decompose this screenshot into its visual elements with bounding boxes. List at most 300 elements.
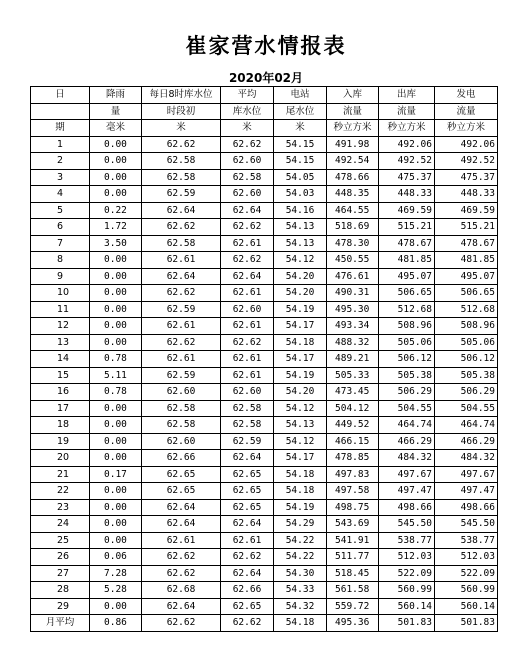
avg-level-cell: 62.66 [221, 582, 274, 599]
start-level-cell: 62.58 [142, 169, 221, 186]
generation-flow-cell: 497.47 [435, 483, 498, 500]
avg-level-cell: 62.65 [221, 483, 274, 500]
header-cell: 日 [31, 87, 90, 104]
generation-flow-cell: 498.66 [435, 499, 498, 516]
inflow-cell: 464.55 [327, 202, 379, 219]
table-row [31, 400, 498, 417]
tailwater-cell: 54.17 [274, 351, 327, 368]
inflow-cell: 478.66 [327, 169, 379, 186]
generation-flow-cell: 475.37 [435, 169, 498, 186]
inflow-cell: 511.77 [327, 549, 379, 566]
report-month: 2020年02月 [228, 71, 304, 85]
header-cell: 毫米 [90, 120, 142, 137]
generation-flow-cell: 522.09 [435, 565, 498, 582]
day-cell: 14 [31, 351, 90, 368]
start-level-cell: 62.64 [142, 202, 221, 219]
start-level-cell: 62.58 [142, 417, 221, 434]
day-cell: 11 [31, 301, 90, 318]
tailwater-cell: 54.15 [274, 136, 327, 153]
table-row [31, 169, 498, 186]
avg-level-cell: 62.58 [221, 400, 274, 417]
day-cell: 22 [31, 483, 90, 500]
outflow-cell: 481.85 [379, 252, 435, 269]
tailwater-cell: 54.19 [274, 301, 327, 318]
rainfall-cell: 0.00 [90, 153, 142, 170]
inflow-cell: 491.98 [327, 136, 379, 153]
start-level-cell: 62.61 [142, 252, 221, 269]
tailwater-cell: 54.22 [274, 532, 327, 549]
table-row [31, 433, 498, 450]
hydrology-table [30, 86, 498, 632]
inflow-cell: 495.36 [327, 615, 379, 632]
header-cell: 尾水位 [274, 103, 327, 120]
day-cell: 19 [31, 433, 90, 450]
outflow-cell: 506.12 [379, 351, 435, 368]
generation-flow-cell: 512.03 [435, 549, 498, 566]
table-row [31, 235, 498, 252]
outflow-cell: 505.06 [379, 334, 435, 351]
avg-level-cell: 62.62 [221, 615, 274, 632]
start-level-cell: 62.59 [142, 367, 221, 384]
avg-level-cell: 62.65 [221, 466, 274, 483]
day-cell: 18 [31, 417, 90, 434]
generation-flow-cell: 501.83 [435, 615, 498, 632]
header-cell: 流量 [435, 103, 498, 120]
generation-flow-cell: 560.14 [435, 598, 498, 615]
outflow-cell: 498.66 [379, 499, 435, 516]
inflow-cell: 492.54 [327, 153, 379, 170]
rainfall-cell: 0.86 [90, 615, 142, 632]
avg-level-cell: 62.62 [221, 334, 274, 351]
tailwater-cell: 54.12 [274, 400, 327, 417]
start-level-cell: 62.58 [142, 235, 221, 252]
day-cell: 13 [31, 334, 90, 351]
generation-flow-cell: 506.29 [435, 384, 498, 401]
generation-flow-cell: 505.38 [435, 367, 498, 384]
day-cell: 8 [31, 252, 90, 269]
avg-level-cell: 62.62 [221, 136, 274, 153]
rainfall-cell: 3.50 [90, 235, 142, 252]
outflow-cell: 506.65 [379, 285, 435, 302]
inflow-cell: 449.52 [327, 417, 379, 434]
rainfall-cell: 0.78 [90, 384, 142, 401]
tailwater-cell: 54.19 [274, 367, 327, 384]
outflow-cell: 469.59 [379, 202, 435, 219]
tailwater-cell: 54.16 [274, 202, 327, 219]
generation-flow-cell: 560.99 [435, 582, 498, 599]
start-level-cell: 62.60 [142, 433, 221, 450]
table-row [31, 351, 498, 368]
header-cell: 发电 [435, 87, 498, 104]
rainfall-cell: 0.00 [90, 417, 142, 434]
header-row-2 [31, 103, 498, 120]
generation-flow-cell: 538.77 [435, 532, 498, 549]
report-title: 崔家营水情报表 [185, 33, 347, 58]
day-cell: 24 [31, 516, 90, 533]
start-level-cell: 62.62 [142, 615, 221, 632]
inflow-cell: 497.83 [327, 466, 379, 483]
header-cell: 秒立方米 [379, 120, 435, 137]
table-row [31, 268, 498, 285]
header-cell: 流量 [379, 103, 435, 120]
avg-level-cell: 62.65 [221, 499, 274, 516]
tailwater-cell: 54.33 [274, 582, 327, 599]
outflow-cell: 448.33 [379, 186, 435, 203]
start-level-cell: 62.64 [142, 268, 221, 285]
inflow-cell: 541.91 [327, 532, 379, 549]
header-cell: 每日8时库水位 [142, 87, 221, 104]
avg-level-cell: 62.64 [221, 202, 274, 219]
generation-flow-cell: 506.12 [435, 351, 498, 368]
table-row [31, 516, 498, 533]
header-cell: 出库 [379, 87, 435, 104]
rainfall-cell: 0.00 [90, 598, 142, 615]
avg-level-cell: 62.60 [221, 186, 274, 203]
outflow-cell: 545.50 [379, 516, 435, 533]
table-row [31, 549, 498, 566]
table-row [31, 466, 498, 483]
table-row [31, 384, 498, 401]
tailwater-cell: 54.18 [274, 334, 327, 351]
day-cell: 29 [31, 598, 90, 615]
avg-level-cell: 62.61 [221, 235, 274, 252]
start-level-cell: 62.64 [142, 516, 221, 533]
generation-flow-cell: 464.74 [435, 417, 498, 434]
outflow-cell: 497.47 [379, 483, 435, 500]
tailwater-cell: 54.17 [274, 450, 327, 467]
tailwater-cell: 54.17 [274, 318, 327, 335]
start-level-cell: 62.64 [142, 499, 221, 516]
tailwater-cell: 54.20 [274, 285, 327, 302]
monthly-average-row [31, 615, 498, 632]
rainfall-cell: 0.00 [90, 186, 142, 203]
header-cell: 流量 [327, 103, 379, 120]
tailwater-cell: 54.20 [274, 384, 327, 401]
inflow-cell: 543.69 [327, 516, 379, 533]
avg-level-cell: 62.61 [221, 318, 274, 335]
outflow-cell: 466.29 [379, 433, 435, 450]
rainfall-cell: 0.00 [90, 252, 142, 269]
day-cell: 10 [31, 285, 90, 302]
rainfall-cell: 0.00 [90, 499, 142, 516]
tailwater-cell: 54.18 [274, 466, 327, 483]
outflow-cell: 484.32 [379, 450, 435, 467]
rainfall-cell: 0.78 [90, 351, 142, 368]
inflow-cell: 476.61 [327, 268, 379, 285]
table-row [31, 565, 498, 582]
outflow-cell: 492.52 [379, 153, 435, 170]
tailwater-cell: 54.13 [274, 235, 327, 252]
generation-flow-cell: 506.65 [435, 285, 498, 302]
rainfall-cell: 0.06 [90, 549, 142, 566]
table-row [31, 450, 498, 467]
start-level-cell: 62.61 [142, 318, 221, 335]
start-level-cell: 62.62 [142, 219, 221, 236]
avg-level-cell: 62.64 [221, 565, 274, 582]
inflow-cell: 518.69 [327, 219, 379, 236]
generation-flow-cell: 515.21 [435, 219, 498, 236]
header-cell: 秒立方米 [327, 120, 379, 137]
rainfall-cell: 0.00 [90, 268, 142, 285]
inflow-cell: 495.30 [327, 301, 379, 318]
tailwater-cell: 54.29 [274, 516, 327, 533]
table-row [31, 499, 498, 516]
table-row [31, 136, 498, 153]
inflow-cell: 505.33 [327, 367, 379, 384]
generation-flow-cell: 545.50 [435, 516, 498, 533]
rainfall-cell: 1.72 [90, 219, 142, 236]
start-level-cell: 62.65 [142, 483, 221, 500]
tailwater-cell: 54.13 [274, 417, 327, 434]
tailwater-cell: 54.30 [274, 565, 327, 582]
tailwater-cell: 54.20 [274, 268, 327, 285]
avg-level-cell: 62.58 [221, 169, 274, 186]
header-cell: 米 [274, 120, 327, 137]
tailwater-cell: 54.12 [274, 252, 327, 269]
outflow-cell: 495.07 [379, 268, 435, 285]
day-cell: 5 [31, 202, 90, 219]
tailwater-cell: 54.05 [274, 169, 327, 186]
start-level-cell: 62.62 [142, 285, 221, 302]
outflow-cell: 475.37 [379, 169, 435, 186]
tailwater-cell: 54.12 [274, 433, 327, 450]
table-row [31, 252, 498, 269]
avg-level-cell: 62.61 [221, 532, 274, 549]
rainfall-cell: 0.00 [90, 400, 142, 417]
day-cell: 26 [31, 549, 90, 566]
header-cell: 时段初 [142, 103, 221, 120]
header-cell: 库水位 [221, 103, 274, 120]
start-level-cell: 62.62 [142, 334, 221, 351]
day-cell: 28 [31, 582, 90, 599]
inflow-cell: 498.75 [327, 499, 379, 516]
start-level-cell: 62.59 [142, 301, 221, 318]
tailwater-cell: 54.22 [274, 549, 327, 566]
table-row [31, 367, 498, 384]
outflow-cell: 538.77 [379, 532, 435, 549]
inflow-cell: 473.45 [327, 384, 379, 401]
table-row [31, 186, 498, 203]
table-row [31, 202, 498, 219]
tailwater-cell: 54.13 [274, 219, 327, 236]
header-cell: 米 [221, 120, 274, 137]
day-cell: 6 [31, 219, 90, 236]
header-cell [31, 103, 90, 120]
header-cell: 秒立方米 [435, 120, 498, 137]
day-cell: 16 [31, 384, 90, 401]
start-level-cell: 62.68 [142, 582, 221, 599]
rainfall-cell: 0.00 [90, 516, 142, 533]
tailwater-cell: 54.03 [274, 186, 327, 203]
start-level-cell: 62.66 [142, 450, 221, 467]
generation-flow-cell: 505.06 [435, 334, 498, 351]
avg-level-cell: 62.65 [221, 598, 274, 615]
start-level-cell: 62.58 [142, 400, 221, 417]
tailwater-cell: 54.18 [274, 615, 327, 632]
day-cell: 7 [31, 235, 90, 252]
generation-flow-cell: 492.06 [435, 136, 498, 153]
tailwater-cell: 54.15 [274, 153, 327, 170]
avg-level-cell: 62.64 [221, 268, 274, 285]
rainfall-cell: 0.00 [90, 450, 142, 467]
table-row [31, 417, 498, 434]
tailwater-cell: 54.32 [274, 598, 327, 615]
inflow-cell: 448.35 [327, 186, 379, 203]
rainfall-cell: 5.28 [90, 582, 142, 599]
rainfall-cell: 7.28 [90, 565, 142, 582]
avg-level-cell: 62.59 [221, 433, 274, 450]
header-row-3 [31, 120, 498, 137]
header-cell: 期 [31, 120, 90, 137]
rainfall-cell: 0.00 [90, 433, 142, 450]
day-cell: 17 [31, 400, 90, 417]
day-cell: 20 [31, 450, 90, 467]
table-body [31, 87, 498, 632]
rainfall-cell: 0.00 [90, 301, 142, 318]
inflow-cell: 478.30 [327, 235, 379, 252]
inflow-cell: 466.15 [327, 433, 379, 450]
start-level-cell: 62.58 [142, 153, 221, 170]
header-cell: 电站 [274, 87, 327, 104]
outflow-cell: 506.29 [379, 384, 435, 401]
table-row [31, 153, 498, 170]
table-row [31, 582, 498, 599]
outflow-cell: 522.09 [379, 565, 435, 582]
day-cell: 3 [31, 169, 90, 186]
outflow-cell: 515.21 [379, 219, 435, 236]
inflow-cell: 478.85 [327, 450, 379, 467]
avg-level-cell: 62.62 [221, 219, 274, 236]
avg-level-cell: 62.61 [221, 285, 274, 302]
table-row [31, 598, 498, 615]
rainfall-cell: 0.00 [90, 483, 142, 500]
start-level-cell: 62.60 [142, 384, 221, 401]
start-level-cell: 62.65 [142, 466, 221, 483]
start-level-cell: 62.64 [142, 598, 221, 615]
outflow-cell: 497.67 [379, 466, 435, 483]
inflow-cell: 561.58 [327, 582, 379, 599]
generation-flow-cell: 497.67 [435, 466, 498, 483]
rainfall-cell: 0.00 [90, 169, 142, 186]
inflow-cell: 489.21 [327, 351, 379, 368]
day-cell: 1 [31, 136, 90, 153]
avg-level-cell: 62.60 [221, 153, 274, 170]
start-level-cell: 62.61 [142, 351, 221, 368]
inflow-cell: 559.72 [327, 598, 379, 615]
inflow-cell: 450.55 [327, 252, 379, 269]
day-cell: 27 [31, 565, 90, 582]
tailwater-cell: 54.18 [274, 483, 327, 500]
generation-flow-cell: 469.59 [435, 202, 498, 219]
tailwater-cell: 54.19 [274, 499, 327, 516]
generation-flow-cell: 448.33 [435, 186, 498, 203]
table-row [31, 219, 498, 236]
day-cell: 25 [31, 532, 90, 549]
outflow-cell: 504.55 [379, 400, 435, 417]
outflow-cell: 512.03 [379, 549, 435, 566]
day-cell: 9 [31, 268, 90, 285]
avg-level-cell: 62.58 [221, 417, 274, 434]
start-level-cell: 62.61 [142, 532, 221, 549]
avg-level-cell: 62.64 [221, 516, 274, 533]
avg-level-cell: 62.60 [221, 301, 274, 318]
avg-level-cell: 62.61 [221, 351, 274, 368]
day-cell: 12 [31, 318, 90, 335]
outflow-cell: 492.06 [379, 136, 435, 153]
generation-flow-cell: 478.67 [435, 235, 498, 252]
rainfall-cell: 0.00 [90, 318, 142, 335]
header-row-1 [31, 87, 498, 104]
outflow-cell: 508.96 [379, 318, 435, 335]
table-row [31, 285, 498, 302]
inflow-cell: 504.12 [327, 400, 379, 417]
start-level-cell: 62.62 [142, 136, 221, 153]
inflow-cell: 488.32 [327, 334, 379, 351]
generation-flow-cell: 481.85 [435, 252, 498, 269]
avg-level-cell: 62.60 [221, 384, 274, 401]
outflow-cell: 464.74 [379, 417, 435, 434]
inflow-cell: 497.58 [327, 483, 379, 500]
table-row [31, 334, 498, 351]
generation-flow-cell: 492.52 [435, 153, 498, 170]
avg-level-cell: 62.62 [221, 549, 274, 566]
generation-flow-cell: 495.07 [435, 268, 498, 285]
start-level-cell: 62.62 [142, 549, 221, 566]
header-cell: 米 [142, 120, 221, 137]
rainfall-cell: 0.00 [90, 334, 142, 351]
outflow-cell: 501.83 [379, 615, 435, 632]
table-row [31, 532, 498, 549]
day-cell: 2 [31, 153, 90, 170]
generation-flow-cell: 466.29 [435, 433, 498, 450]
inflow-cell: 493.34 [327, 318, 379, 335]
day-cell: 23 [31, 499, 90, 516]
rainfall-cell: 0.00 [90, 285, 142, 302]
generation-flow-cell: 504.55 [435, 400, 498, 417]
table-row [31, 301, 498, 318]
avg-level-cell: 62.64 [221, 450, 274, 467]
header-cell: 量 [90, 103, 142, 120]
inflow-cell: 518.45 [327, 565, 379, 582]
day-cell: 4 [31, 186, 90, 203]
avg-level-cell: 62.61 [221, 367, 274, 384]
rainfall-cell: 0.17 [90, 466, 142, 483]
outflow-cell: 560.14 [379, 598, 435, 615]
rainfall-cell: 0.00 [90, 532, 142, 549]
day-cell: 15 [31, 367, 90, 384]
generation-flow-cell: 484.32 [435, 450, 498, 467]
rainfall-cell: 5.11 [90, 367, 142, 384]
inflow-cell: 490.31 [327, 285, 379, 302]
header-cell: 平均 [221, 87, 274, 104]
outflow-cell: 505.38 [379, 367, 435, 384]
generation-flow-cell: 512.68 [435, 301, 498, 318]
table-row [31, 483, 498, 500]
avg-level-cell: 62.62 [221, 252, 274, 269]
header-cell: 降雨 [90, 87, 142, 104]
rainfall-cell: 0.22 [90, 202, 142, 219]
outflow-cell: 478.67 [379, 235, 435, 252]
start-level-cell: 62.62 [142, 565, 221, 582]
header-cell: 入库 [327, 87, 379, 104]
day-cell: 21 [31, 466, 90, 483]
table-row [31, 318, 498, 335]
outflow-cell: 560.99 [379, 582, 435, 599]
outflow-cell: 512.68 [379, 301, 435, 318]
generation-flow-cell: 508.96 [435, 318, 498, 335]
rainfall-cell: 0.00 [90, 136, 142, 153]
monthly-average-label: 月平均 [31, 615, 90, 632]
